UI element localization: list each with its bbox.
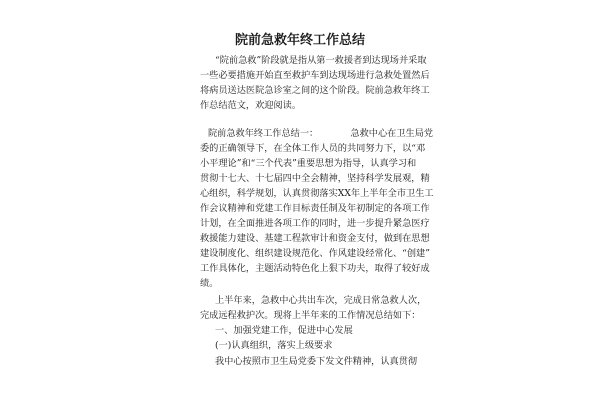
body-line-7: 计划，在全面推进各项工作的同时，进一步提升紧急医疗 xyxy=(200,218,430,229)
body-line-1: 院前急救年终工作总结一： 急救中心在卫生局党 xyxy=(208,128,434,139)
intro-line-4: 作总结范文，欢迎阅读。 xyxy=(200,100,302,111)
intro-line-1: “院前急救”阶段就是指从第一救援者到达现场并采取 xyxy=(215,55,427,66)
body-line-8: 救援能力建设、基建工程款审计和资金支付，做到在思想 xyxy=(200,233,430,244)
summary-line-2: 完成远程救护次。现将上半年来的工作情况总结如下： xyxy=(200,310,421,321)
subsection-heading: (一)认真组织，落实上级要求 xyxy=(215,340,333,351)
body-line-2: 委的正确领导下，在全体工作人员的共同努力下，以“邓 xyxy=(200,143,426,154)
body-line-9: 建设制度化、组织建设规范化、作风建设经常化、“创建” xyxy=(200,248,430,259)
body-continuation-line: 我中心按照市卫生局党委下发文件精神，认真贯彻 xyxy=(215,356,418,367)
section-heading: 一、加强党建工作，促进中心发展 xyxy=(215,325,353,336)
intro-line-3: 将病员送达医院急诊室之间的这个阶段。院前急救年终工 xyxy=(200,85,430,96)
body-line-4: 贯彻十七大、十七届四中全会精神，坚持科学发展观，精 xyxy=(200,173,430,184)
summary-line-1: 上半年来，急救中心共出车次，完成日常急救人次， xyxy=(215,295,427,306)
document-page xyxy=(200,0,434,400)
intro-line-2: 一些必要措施开始直至救护车到达现场进行急救处置然后 xyxy=(200,70,430,81)
body-line-6: 作会议精神和党建工作目标责任制及年初制定的各项工作 xyxy=(200,203,430,214)
body-line-11: 绩。 xyxy=(200,278,219,289)
document-title: 院前急救年终工作总结 xyxy=(234,33,365,48)
body-line-3: 小平理论”和“三个代表”重要思想为指导，认真学习和 xyxy=(200,158,417,169)
body-line-5: 心组织，科学规划，认真贯彻落实XX年上半年全市卫生工 xyxy=(200,188,434,199)
body-line-10: 工作具体化，主题活动特色化上狠下功夫，取得了较好成 xyxy=(200,263,430,274)
